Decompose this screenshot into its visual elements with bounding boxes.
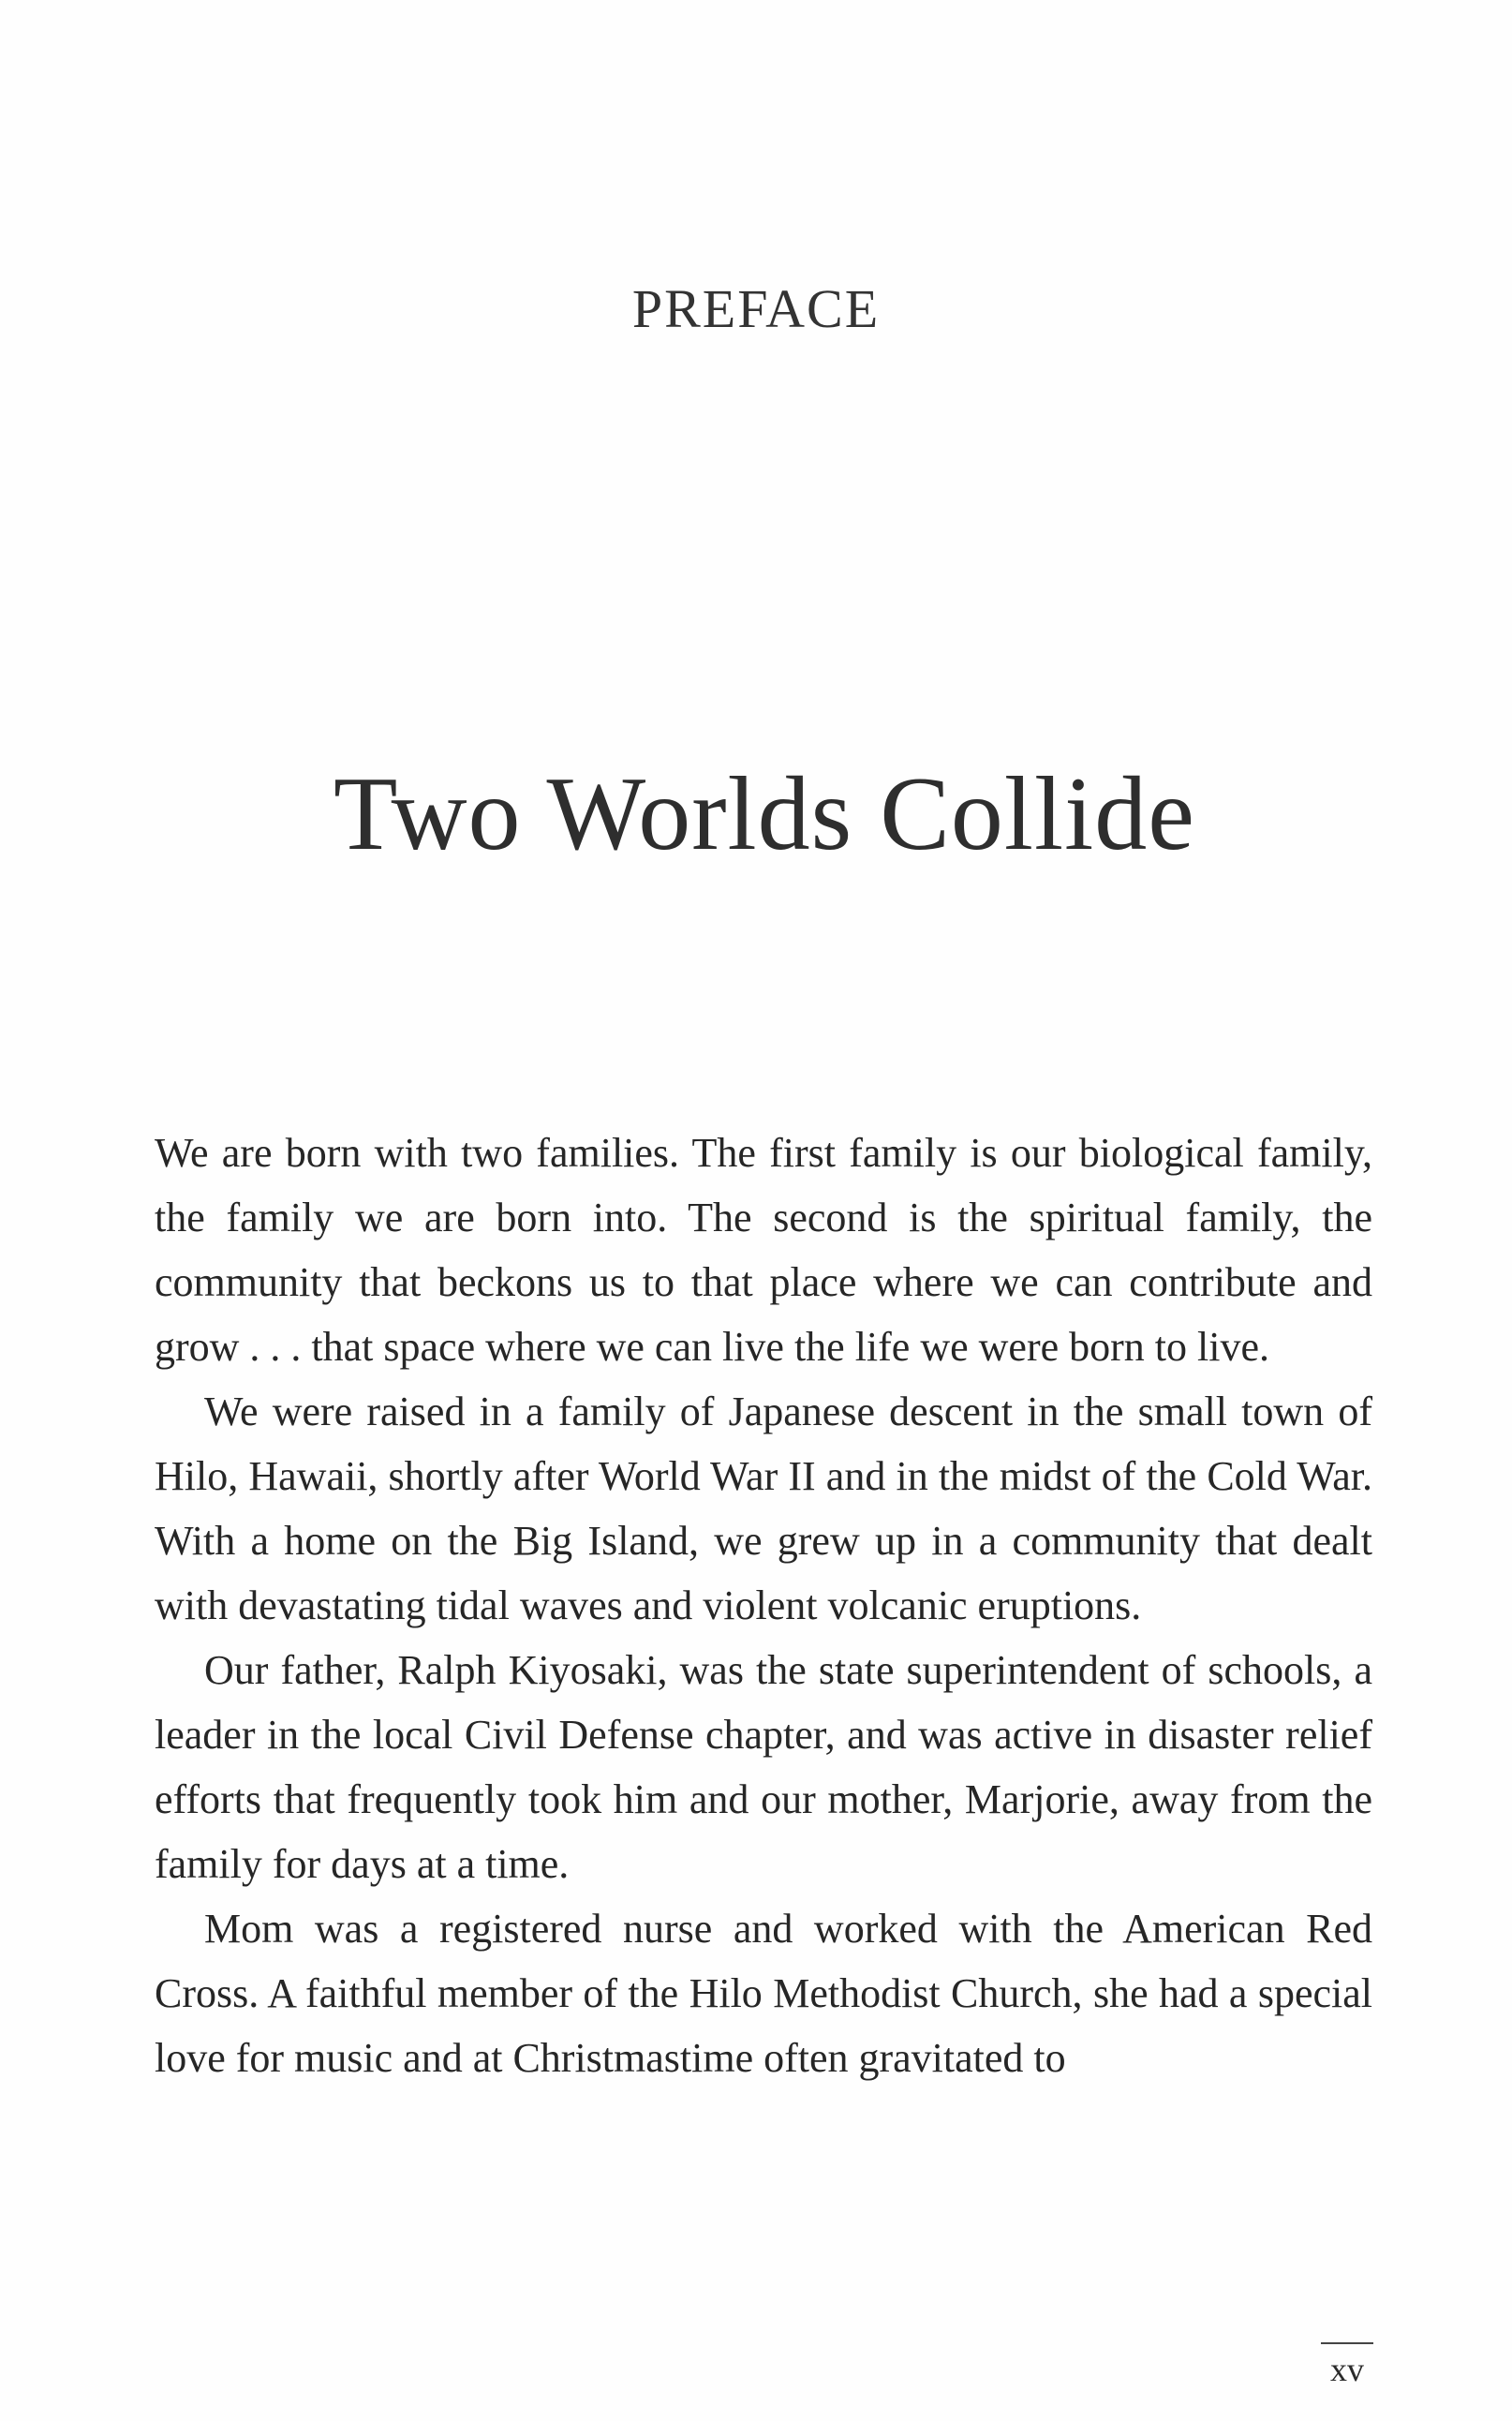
paragraph: Our father, Ralph Kiyosaki, was the state superintendent of schools, a leader in the local Civil Defense chapter, and was active in disaster relief efforts that frequently took him and our mother, Marjorie, away from the family for days at a time. bbox=[155, 1647, 1372, 1887]
page-number-rule bbox=[1321, 2342, 1373, 2344]
chapter-title: Two Worlds Collide bbox=[334, 756, 1195, 872]
section-label: PREFACE bbox=[631, 278, 881, 339]
body-text bbox=[155, 1121, 1372, 2090]
paragraph: Mom was a registered nurse and worked with the American Red Cross. A faithful member of the Hilo Methodist Church, she had a special love for music and at Christmastime often gravitated to bbox=[155, 1906, 1372, 2081]
paragraph: We are born with two families. The first family is our biological family, the family we are born into. The second is the spiritual family, the community that beckons us to that place where we can contribute and grow . . . that space where we can live the life we were born to live. bbox=[155, 1130, 1372, 1370]
paragraph: We were raised in a family of Japanese descent in the small town of Hilo, Hawaii, shortly after World War II and in the midst of the Cold War. With a home on the Big Island, we grew up in a community that dealt with devastating tidal waves and violent volcanic eruptions. bbox=[155, 1389, 1372, 1628]
page-number: xv bbox=[1330, 2351, 1364, 2388]
